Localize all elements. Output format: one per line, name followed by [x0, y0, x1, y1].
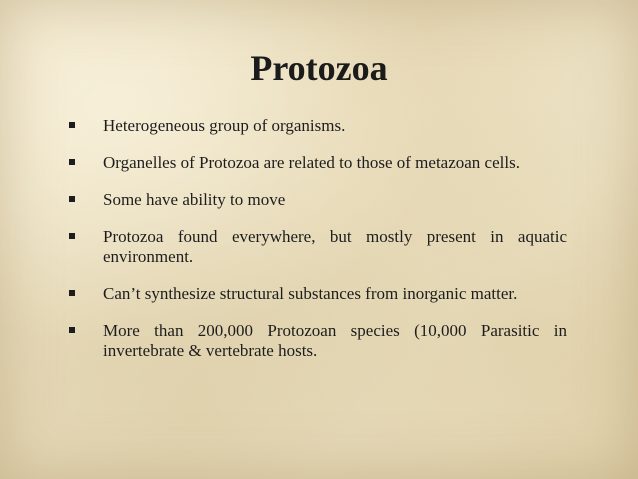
bullet-text: Some have ability to move: [103, 190, 286, 209]
bullet-item: [67, 284, 567, 304]
bullet-item: [67, 190, 567, 210]
square-bullet-icon: [69, 290, 75, 296]
bullet-text: Can’t synthesize structural substances from inorganic matter.: [103, 284, 518, 303]
bullet-text: More than 200,000 Protozoan species (10,000 Parasitic in invertebrate & vertebrate hosts.: [103, 321, 567, 360]
bullet-item: [67, 116, 567, 136]
bullet-text: Protozoa found everywhere, but mostly present in aquatic environment.: [103, 227, 567, 266]
square-bullet-icon: [69, 196, 75, 202]
bullet-text: Organelles of Protozoa are related to those of metazoan cells.: [103, 153, 520, 172]
bullet-list: [67, 116, 567, 361]
slide-title: Protozoa: [250, 48, 388, 88]
square-bullet-icon: [69, 159, 75, 165]
square-bullet-icon: [69, 233, 75, 239]
square-bullet-icon: [69, 122, 75, 128]
bullet-item: [67, 153, 567, 173]
bullet-text: Heterogeneous group of organisms.: [103, 116, 346, 135]
square-bullet-icon: [69, 327, 75, 333]
bullet-item: [67, 227, 567, 267]
bullet-item: [67, 321, 567, 361]
